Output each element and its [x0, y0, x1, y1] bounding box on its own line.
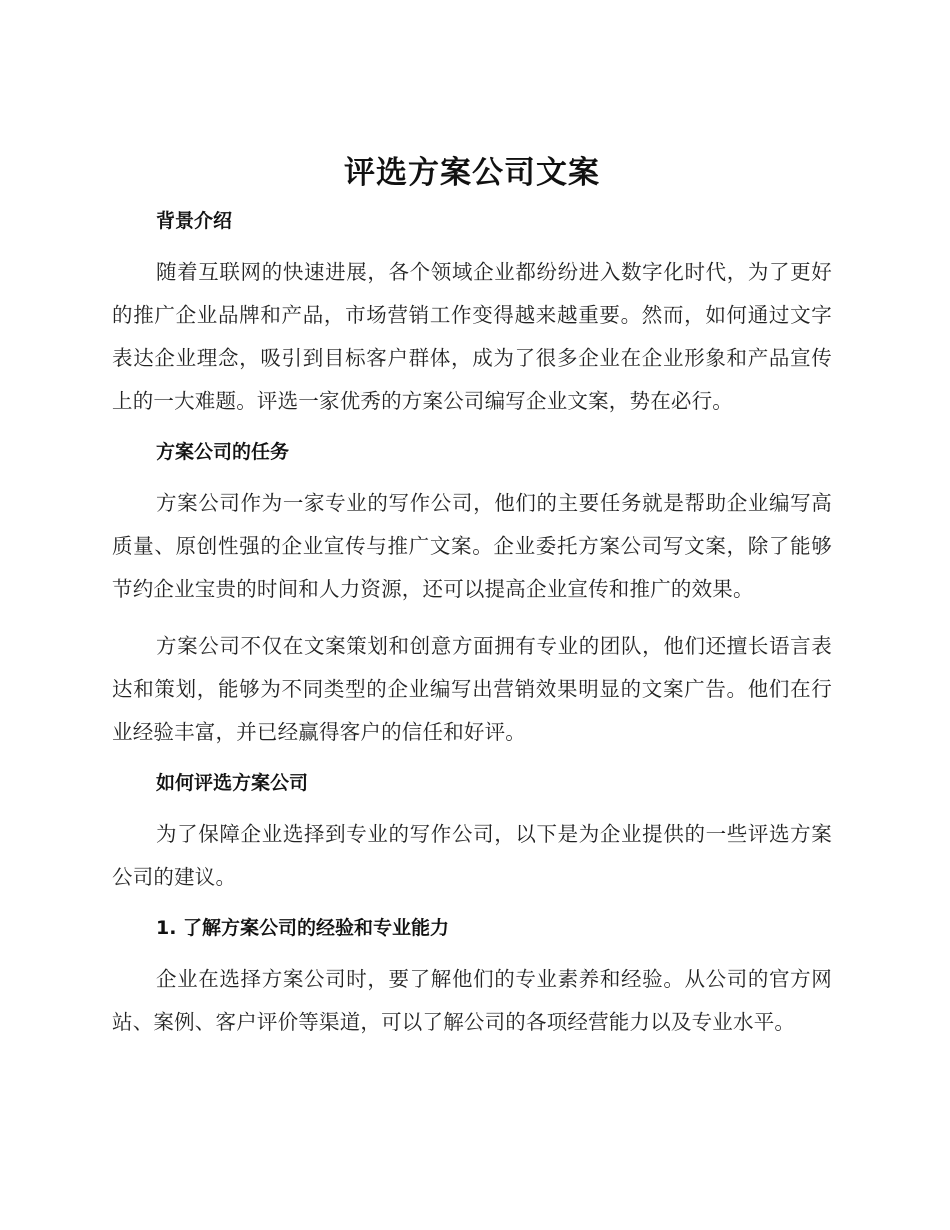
paragraph: 随着互联网的快速进展，各个领域企业都纷纷进入数字化时代，为了更好的推广企业品牌和产品，市场营销工作变得越来越重要。然而，如何通过文字表达企业理念，吸引到目标客户群体，成为了很多企业在企业形象和产品宣传上的一大难题。评选一家优秀的方案公司编写企业文案，势在必行。: [112, 260, 832, 413]
section-tasks: [112, 437, 832, 754]
document-title: 评选方案公司文案: [344, 155, 600, 191]
paragraph: 企业在选择方案公司时，要了解他们的专业素养和经验。从公司的官方网站、案例、客户评价等渠道，可以了解公司的各项经营能力以及专业水平。: [112, 967, 832, 1034]
section-heading-selection: 如何评选方案公司: [156, 772, 309, 794]
section-heading-background: 背景介绍: [156, 210, 233, 232]
section-background: [112, 206, 832, 423]
paragraph: 方案公司不仅在文案策划和创意方面拥有专业的团队，他们还擅长语言表达和策划，能够为不同类型的企业编写出营销效果明显的文案广告。他们在行业经验丰富，并已经赢得客户的信任和好评。: [112, 634, 832, 744]
paragraph: 为了保障企业选择到专业的写作公司，以下是为企业提供的一些评选方案公司的建议。: [112, 822, 832, 889]
document-body: [112, 150, 832, 1044]
paragraph: 方案公司作为一家专业的写作公司，他们的主要任务就是帮助企业编写高质量、原创性强的企业宣传与推广文案。企业委托方案公司写文案，除了能够节约企业宝贵的时间和人力资源，还可以提高企业宣传和推广的效果。: [112, 491, 832, 601]
section-heading-tasks: 方案公司的任务: [156, 441, 290, 463]
section-heading-item-1: 1. 了解方案公司的经验和专业能力: [156, 917, 450, 939]
section-selection: [112, 768, 832, 899]
section-item-1: [112, 913, 832, 1044]
